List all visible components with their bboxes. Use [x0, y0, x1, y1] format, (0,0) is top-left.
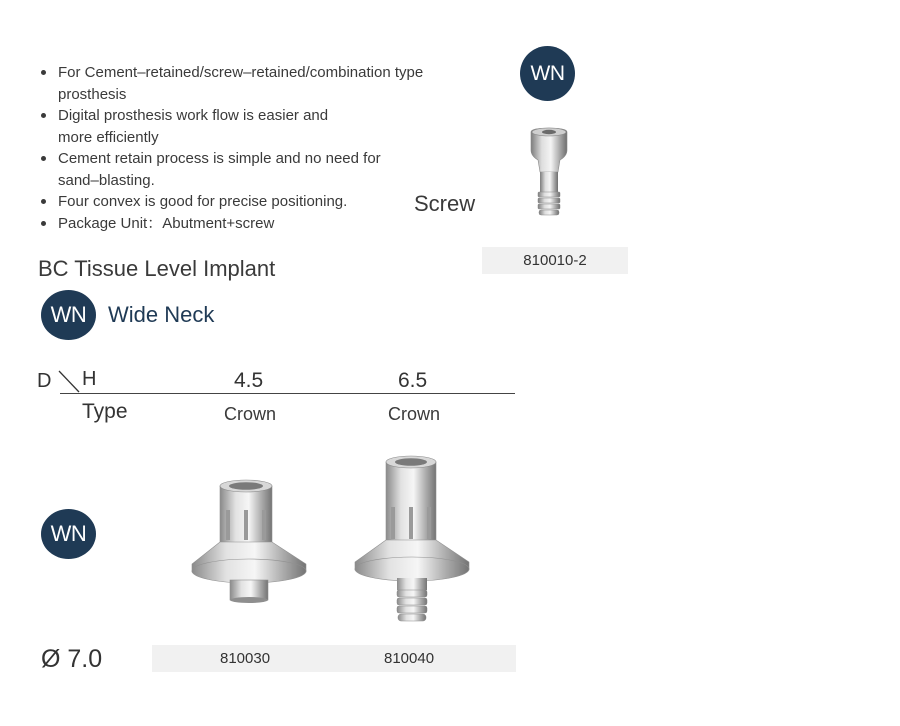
feature-item: Cement retain process is simple and no need for sand–blasting. — [40, 148, 418, 191]
section-title: BC Tissue Level Implant — [38, 256, 276, 281]
feature-list — [40, 62, 440, 234]
abutment-810030-image — [190, 476, 308, 606]
height-header-2: 6.5 — [398, 369, 428, 392]
type-value-1: Crown — [224, 404, 277, 424]
abutment-810040-image — [353, 452, 471, 632]
wn-badge-row: WN — [41, 509, 96, 559]
h-label: H — [82, 368, 97, 390]
code-810030: 810030 — [220, 650, 271, 667]
feature-item: Four convex is good for precise positioning. — [40, 191, 440, 213]
d-label: D — [37, 370, 52, 392]
type-value-2: Crown — [388, 404, 441, 424]
diagonal-divider — [57, 370, 83, 394]
code-row-background — [152, 645, 516, 672]
diameter-label: Ø 7.0 — [41, 645, 103, 673]
feature-item: For Cement–retained/screw–retained/combination type prosthesis — [40, 62, 440, 105]
wn-badge-screw: WN — [520, 46, 575, 101]
code-810040: 810040 — [384, 650, 435, 667]
screw-label: Screw — [414, 191, 476, 216]
feature-item: Digital prosthesis work flow is easier and more efficiently — [40, 105, 358, 148]
feature-item: Package Unit：Abutment+screw — [40, 213, 440, 235]
type-label: Type — [82, 400, 128, 423]
screw-code: 810010-2 — [482, 247, 628, 274]
header-rule — [60, 393, 515, 394]
screw-image — [516, 126, 582, 222]
wn-badge-section: WN — [41, 290, 96, 340]
wide-neck-label: Wide Neck — [108, 302, 215, 327]
height-header-1: 4.5 — [234, 369, 264, 392]
